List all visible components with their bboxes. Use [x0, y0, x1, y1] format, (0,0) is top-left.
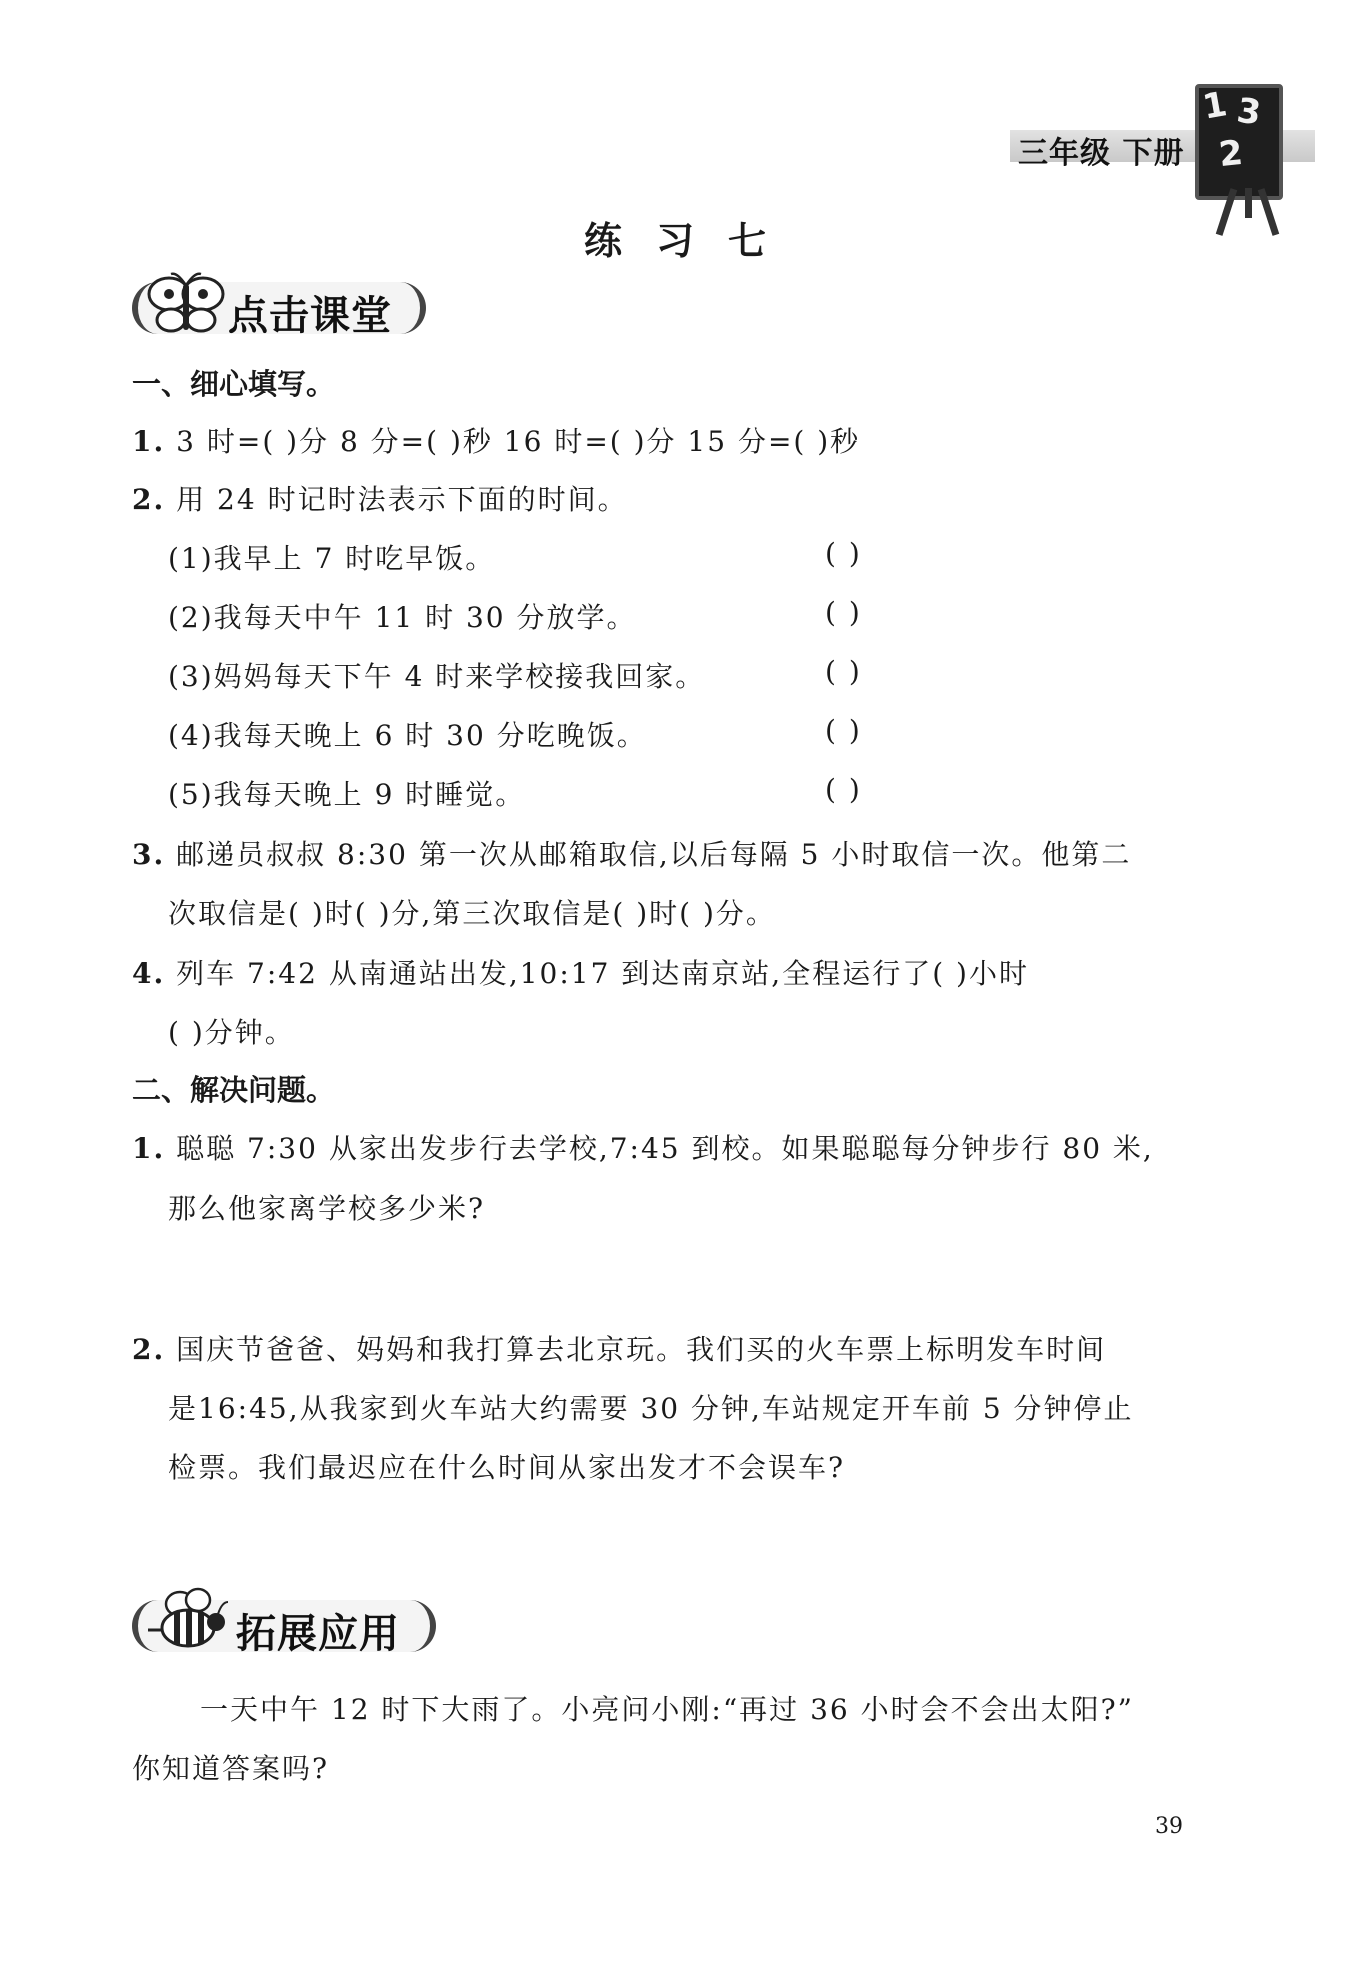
s1-q3-text1: 邮递员叔叔 8:30 第一次从邮箱取信,以后每隔 5 小时取信一次。他第二: [176, 838, 1132, 871]
board-number-1: 1: [1199, 84, 1230, 128]
butterfly-icon: [145, 270, 227, 340]
s1-q2-item-5-blank: ( ): [825, 773, 862, 806]
s2-q2-line1: [132, 1328, 1106, 1368]
board-number-3: 3: [1234, 90, 1264, 134]
s1-q3-number: 3.: [132, 838, 166, 871]
s1-q3-line2: 次取信是( )时( )分,第三次取信是( )时( )分。: [168, 897, 776, 930]
s1-q1-text: 3 时=( )分 8 分=( )秒 16 时=( )分 15 分=( )秒: [176, 425, 861, 458]
s1-q1-number: 1.: [132, 425, 166, 458]
s1-q4-text1: 列车 7:42 从南通站出发,10:17 到达南京站,全程运行了( )小时: [176, 957, 1029, 990]
extend-line2: 你知道答案吗?: [132, 1752, 330, 1785]
s1-q4-line1: [132, 952, 1029, 992]
s2-q1-text1: 聪聪 7:30 从家出发步行去学校,7:45 到校。如果聪聪每分钟步行 80 米,: [176, 1132, 1154, 1165]
s1-q2-item-3-blank: ( ): [825, 655, 862, 688]
extend-section-title: 拓展应用: [236, 1611, 400, 1657]
section2-heading: 二、解决问题。: [132, 1073, 336, 1107]
s1-q2-item-1: [168, 537, 495, 577]
s1-q2-item-text: (4)我每天晚上 6 时 30 分吃晚饭。: [168, 719, 647, 752]
s1-q2-item-4-blank: ( ): [825, 714, 862, 747]
s2-q1-number: 1.: [132, 1132, 166, 1165]
s1-q4-number: 4.: [132, 957, 166, 990]
s1-q3-line1: [132, 833, 1131, 873]
s1-q2-item-2-blank: ( ): [825, 596, 862, 629]
s1-q2-item-text: (2)我每天中午 11 时 30 分放学。: [168, 601, 637, 634]
bee-icon: [140, 1584, 232, 1656]
s1-q2-text: 用 24 时记时法表示下面的时间。: [176, 483, 628, 516]
s1-q2-item-1-blank: ( ): [825, 537, 862, 570]
s1-q2-number: 2.: [132, 483, 166, 516]
s1-q2-item-4: [168, 714, 647, 754]
grade-label: 三年级 下册: [1018, 136, 1185, 171]
s2-q2-line2: 是16:45,从我家到火车站大约需要 30 分钟,车站规定开车前 5 分钟停止: [168, 1392, 1134, 1425]
board-number-2: 2: [1216, 132, 1245, 176]
s2-q1-line2: 那么他家离学校多少米?: [168, 1192, 486, 1225]
s1-q4-line2: ( )分钟。: [168, 1016, 295, 1049]
s1-q2-item-2: [168, 596, 637, 636]
class-section-title: 点击课堂: [228, 293, 392, 339]
s1-q2-item-5: [168, 773, 525, 813]
s2-q2-line3: 检票。我们最迟应在什么时间从家出发才不会误车?: [168, 1451, 846, 1484]
page-number: 39: [1155, 1814, 1183, 1839]
page-title: 练习七: [583, 219, 800, 263]
s1-q2: [132, 478, 628, 518]
s2-q2-number: 2.: [132, 1333, 166, 1366]
section1-heading: 一、细心填写。: [132, 367, 336, 401]
s1-q2-item-3: [168, 655, 705, 695]
s2-q2-text1: 国庆节爸爸、妈妈和我打算去北京玩。我们买的火车票上标明发车时间: [176, 1333, 1107, 1366]
s1-q1: [132, 420, 860, 460]
s1-q2-item-text: (5)我每天晚上 9 时睡觉。: [168, 778, 526, 811]
s2-q1-line1: [132, 1127, 1154, 1167]
s1-q2-item-text: (1)我早上 7 时吃早饭。: [168, 542, 496, 575]
s1-q2-item-text: (3)妈妈每天下午 4 时来学校接我回家。: [168, 660, 706, 693]
extend-line1: 一天中午 12 时下大雨了。小亮问小刚:“再过 36 小时会不会出太阳?”: [200, 1693, 1134, 1726]
